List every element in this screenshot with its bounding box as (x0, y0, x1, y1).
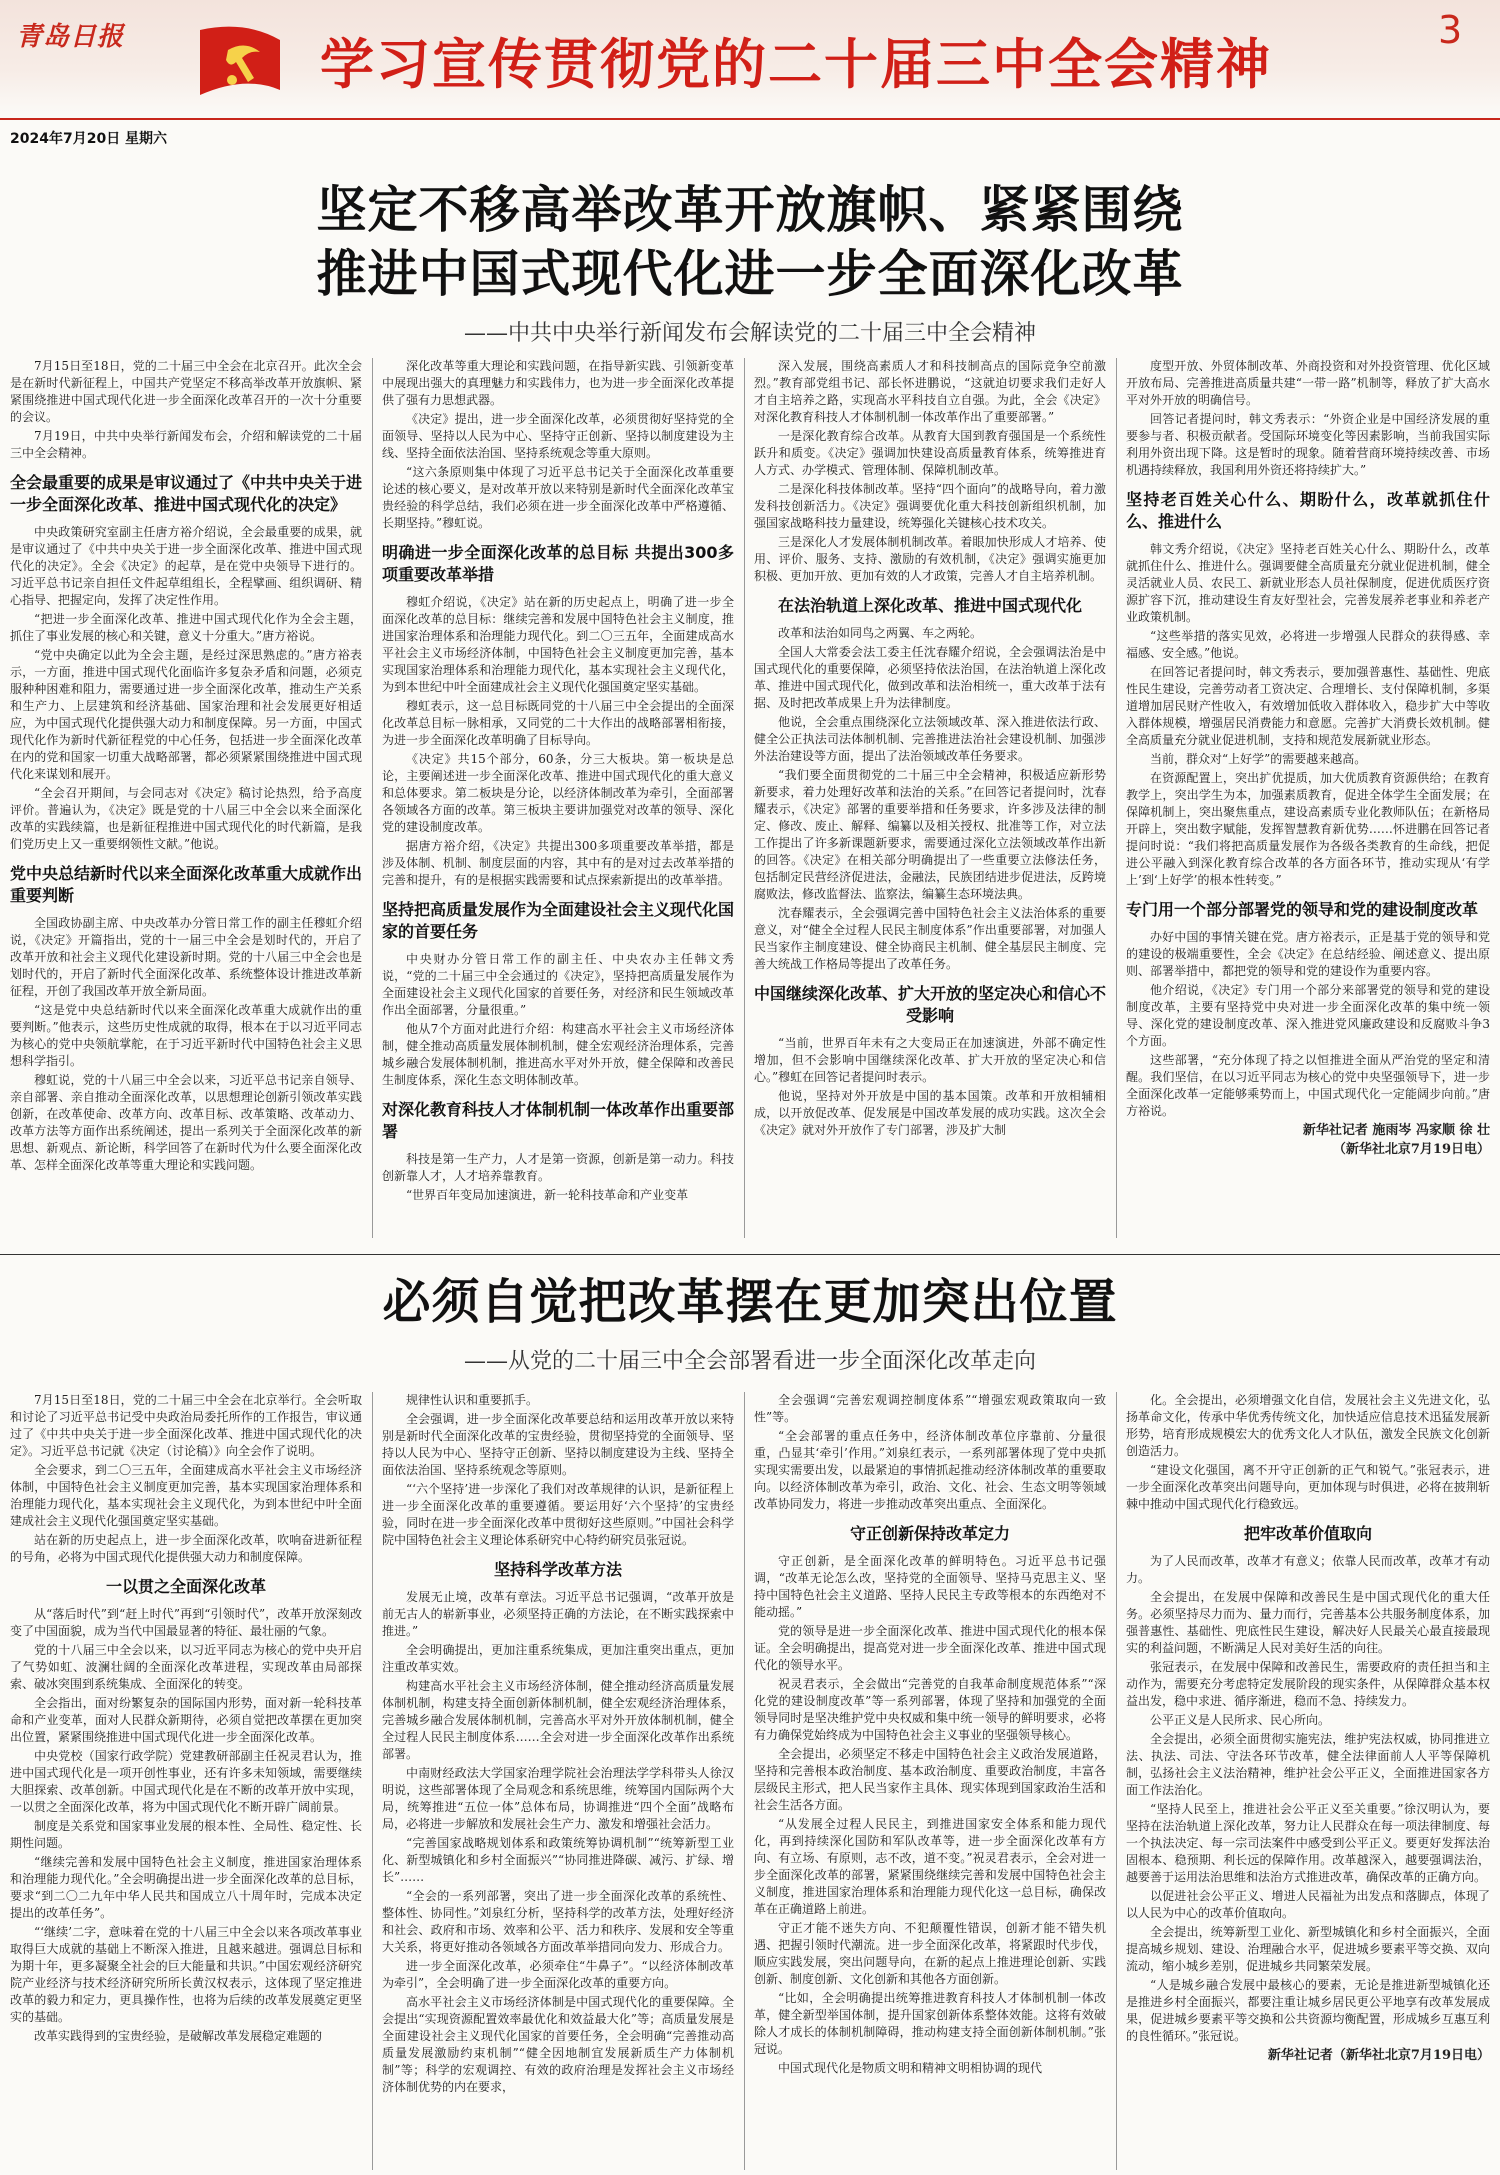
paragraph: 在资源配置上，突出扩优提质，加大优质教育资源供给；在教育教学上，突出学生为本，加强素质教育，促进全体学生全面发展；在保障机制上，突出聚焦重点，建设高素质专业化教师队伍；在新格局开辟上，突出数字赋能，发挥智慧教育新优势……怀进鹏在回答记者提问时说：“我们将把高质量发展作为各级各类教育的生命线，把促进公平融入到深化教育综合改革的各方面各环节，推动实现从‘有学上’到‘上好学’的根本性转变。” (1126, 771, 1490, 887)
paragraph: “人是城乡融合发展中最核心的要素，无论是推进新型城镇化还是推进乡村全面振兴，都要注重让城乡居民更公平地享有改革发展成果，促进城乡要素平等交换和公共资源均衡配置，形成城乡互惠互利的良性循环。”张冠说。 (1126, 1978, 1490, 2043)
section-heading: 一以贯之全面深化改革 (105, 1577, 266, 1596)
paragraph: “我们要全面贯彻党的二十届三中全会精神，积极适应新形势新要求，着力处理好改革和法治的关系。”在回答记者提问时，沈春耀表示，《决定》部署的重要举措和任务要求，许多涉及法律的制定、修改、废止、解释、编纂以及相关授权、批准等工作，对立法工作提出了许多新课题新要求，需要通过深化立法领域改革作出新的回答。《决定》在相关部分明确提出了一些重要立法修法任务，包括制定民营经济促进法，金融法，民族团结进步促进法，反跨境腐败法，修改监督法、监察法，编纂生态环境法典。 (754, 768, 1106, 901)
paragraph: 为了人民而改革，改革才有意义；依靠人民而改革，改革才有动力。 (1126, 1554, 1490, 1585)
paragraph: 科技是第一生产力，人才是第一资源，创新是第一动力。科技创新靠人才，人才培养靠教育。 (382, 1152, 734, 1183)
page-number: 3 (1438, 8, 1463, 52)
paragraph: 全会指出，面对纷繁复杂的国际国内形势，面对新一轮科技革命和产业变革，面对人民群众新期待，必须自觉把改革摆在更加突出位置，紧紧围绕推进中国式现代化进一步全面深化改革。 (10, 1696, 362, 1744)
paragraph: 全国人大常委会法工委主任沈春耀介绍说，全会强调法治是中国式现代化的重要保障，必须坚持依法治国，在法治轨道上深化改革、推进中国式现代化，做到改革和法治相统一，重大改革于法有据、及时把改革成果上升为法律制度。 (754, 645, 1106, 710)
article1-column-2 (382, 358, 734, 1238)
paragraph: 制度是关系党和国家事业发展的根本性、全局性、稳定性、长期性问题。 (10, 1819, 362, 1850)
paragraph: 从“落后时代”到“赶上时代”再到“引领时代”，改革开放深刻改变了中国面貌，成为当代中国最显著的特征、最壮丽的气象。 (10, 1607, 362, 1638)
paragraph: “全会部署的重点任务中，经济体制改革位序靠前、分量很重，凸显其‘牵引’作用。”刘泉红表示，一系列部署体现了党中央抓实现实需要出发，以最紧迫的事情抓起推动经济体制改革的重要取向。以经济体制改革为牵引，政治、文化、社会、生态文明等领域改革协同发力，将进一步推动改革突出重点、全面深化。 (754, 1429, 1106, 1511)
paragraph: 全会提出，必须坚定不移走中国特色社会主义政治发展道路，坚持和完善根本政治制度、基本政治制度、重要政治制度，丰富各层级民主形式，把人民当家作主具体、现实体现到国家政治生活和社会生活各方面。 (754, 1747, 1106, 1812)
dateline: 2024年7月20日 星期六 (10, 131, 168, 147)
paragraph: 深化改革等重大理论和实践问题，在指导新实践、引领新变革中展现出强大的真理魅力和实践伟力，也为进一步全面深化改革提供了强有力思想武器。 (382, 359, 734, 407)
banner-rule (0, 118, 1500, 120)
paragraph: “比如，全会明确提出统筹推进教育科技人才体制机制一体改革，健全新型举国体制，提升国家创新体系整体效能。这将有效破除人才成长的体制机制障碍，推动构建支持全面创新体制机制。”张冠说。 (754, 1991, 1106, 2056)
paragraph: 沈春耀表示，全会强调完善中国特色社会主义法治体系的重要意义，对“健全全过程人民民主制度体系”作出重要部署，对加强人民当家作主制度建设、健全协商民主机制、健全基层民主制度、完善大统战工作格局等提出了改革任务。 (754, 906, 1106, 971)
section-heading: 专门用一个部分部署党的领导和党的建设制度改革 (1126, 900, 1479, 919)
article2-column-3 (754, 1392, 1106, 2170)
article1-column-1 (10, 358, 362, 1238)
article1-title (0, 178, 1500, 306)
section-heading: 对深化教育科技人才体制机制一体改革作出重要部署 (382, 1100, 734, 1141)
paragraph: 办好中国的事情关键在党。唐方裕表示，正是基于党的领导和党的建设的极端重要性，全会《决定》在总结经验、阐述意义、提出原则、部署举措中，都把党的领导和党的建设作为重要内容。 (1126, 930, 1490, 978)
paragraph: “继续完善和发展中国特色社会主义制度，推进国家治理体系和治理能力现代化。”全会明确提出进一步全面深化改革的总目标，要求“到二〇二九年中华人民共和国成立八十周年时，完成本决定提出的改革任务”。 (10, 1855, 362, 1920)
paragraph: 三是深化人才发展体制机制改革。着眼加快形成人才培养、使用、评价、服务、支持、激励的有效机制，《决定》强调实施更加积极、更加开放、更加有效的人才政策，完善人才自主培养机制。 (754, 535, 1106, 583)
paragraph: 他说，坚持对外开放是中国的基本国策。改革和开放相辅相成，以开放促改革、促发展是中国改革发展的成功实践。这次全会《决定》就对外开放作了专门部署，涉及扩大制 (754, 1089, 1106, 1137)
section-heading: 坚持把高质量发展作为全面建设社会主义现代化国家的首要任务 (382, 900, 734, 941)
paragraph: 站在新的历史起点上，进一步全面深化改革，吹响奋进新征程的号角，必将为中国式现代化提供强大动力和制度保障。 (10, 1533, 362, 1564)
section-heading: 全会最重要的成果是审议通过了《中共中央关于进一步全面深化改革、推进中国式现代化的决定》 (10, 473, 362, 514)
paragraph: 7月15日至18日，党的二十届三中全会在北京举行。全会听取和讨论了习近平总书记受中央政治局委托所作的工作报告，审议通过了《中共中央关于进一步全面深化改革、推进中国式现代化的决定》。习近平总书记就《决定（讨论稿）》向全会作了说明。 (10, 1393, 362, 1458)
newspaper-masthead: 青岛日报 (16, 22, 125, 52)
byline: 新华社记者（新华社北京7月19日电） (1267, 2048, 1490, 2063)
paragraph: “全会的一系列部署，突出了进一步全面深化改革的系统性、整体性、协同性。”刘泉红分析，坚持科学的改革方法，处理好经济和社会、政府和市场、效率和公平、活力和秩序、发展和安全等重大关系，将更好推动各领域各方面改革举措同向发力、形成合力。 (382, 1889, 734, 1954)
paragraph: 祝灵君表示，全会做出“完善党的自我革命制度规范体系”“深化党的建设制度改革”等一系列部署，体现了坚持和加强党的全面领导同时是坚决维护党中央权威和集中统一领导的鲜明要求，必将有力确保党始终成为中国特色社会主义事业的坚强领导核心。 (754, 1677, 1106, 1742)
paragraph: 他从7个方面对此进行介绍：构建高水平社会主义市场经济体制，健全推动高质量发展体制机制，健全宏观经济治理体系，完善城乡融合发展体制机制，推进高水平对外开放，健全保障和改善民生制度体系，深化生态文明体制改革。 (382, 1022, 734, 1087)
section-heading: 明确进一步全面深化改革的总目标 共提出300多项重要改革举措 (382, 543, 734, 584)
column-divider (1116, 1392, 1117, 2170)
paragraph: 一是深化教育综合改革。从教育大国到教育强国是一个系统性跃升和质变。《决定》强调加快建设高质量教育体系，统筹推进育人方式、办学模式、管理体制、保障机制改革。 (754, 429, 1106, 477)
paragraph: 中国式现代化是物质文明和精神文明相协调的现代 (778, 2061, 1043, 2075)
column-divider (744, 358, 745, 1238)
paragraph: 发展无止境，改革有章法。习近平总书记强调，“改革开放是前无古人的崭新事业，必须坚持正确的方法论，在不断实践探索中推进。” (382, 1590, 734, 1638)
paragraph: 张冠表示，在发展中保障和改善民生，需要政府的责任担当和主动作为，需要充分考虑特定发展阶段的现实条件，从保障群众基本权益出发，稳中求进、循序渐进，稳而不急、持续发力。 (1126, 1660, 1490, 1708)
paragraph: “建设文化强国，离不开守正创新的正气和锐气。”张冠表示，进一步全面深化改革突出问题导向，更加体现与时俱进，必将在披荆斩棘中推动中国式现代化行稳致远。 (1126, 1463, 1490, 1511)
paragraph: 中央党校（国家行政学院）党建教研部副主任祝灵君认为，推进中国式现代化是一项开创性事业，还有许多未知领域，需要继续大胆探索、改革创新。中国式现代化是在不断的改革开放中实现，一以贯之全面深化改革，将为中国式现代化不断开辟广阔前景。 (10, 1749, 362, 1814)
paragraph: “这六条原则集中体现了习近平总书记关于全面深化改革重要论述的核心要义，是对改革开放以来特别是新时代全面深化改革宝贵经验的科学总结，我们必须在进一步全面深化改革中严格遵循、长期坚持。”穆虹说。 (382, 465, 734, 530)
paragraph: 全会明确提出，更加注重系统集成，更加注重突出重点，更加注重改革实效。 (382, 1643, 734, 1674)
article2-column-1 (10, 1392, 362, 2170)
byline: （新华社北京7月19日电） (1332, 1142, 1490, 1157)
section-heading: 坚持老百姓关心什么、期盼什么，改革就抓住什么、推进什么 (1126, 490, 1490, 531)
paragraph: 构建高水平社会主义市场经济体制，健全推动经济高质量发展体制机制，构建支持全面创新体制机制，健全宏观经济治理体系，完善城乡融合发展体制机制，完善高水平对外开放体制机制，健全全过程人民民主制度体系……全会对进一步全面深化改革作出系统部署。 (382, 1679, 734, 1761)
column-divider (744, 1392, 745, 2170)
paragraph: 中央政策研究室副主任唐方裕介绍说，全会最重要的成果，就是审议通过了《中共中央关于进一步全面深化改革、推进中国式现代化的决定》。全会《决定》的起草，是在党中央领导下进行的。习近平总书记亲自担任文件起草组组长，全程擘画、组织调研、精心指导、把握定向，发挥了决定性作用。 (10, 525, 362, 607)
paragraph: 中央财办分管日常工作的副主任、中央农办主任韩文秀说，“党的二十届三中全会通过的《决定》，坚持把高质量发展作为全面建设社会主义现代化国家的首要任务，对经济和民生领域改革作出全面部署，分量很重。” (382, 952, 734, 1017)
paragraph: 二是深化科技体制改革。坚持“四个面向”的战略导向，着力激发科技创新活力。《决定》强调要优化重大科技创新组织机制，加强国家战略科技力量建设，统筹强化关键核心技术攻关。 (754, 482, 1106, 530)
paragraph: 改革和法治如同鸟之两翼、车之两轮。 (778, 626, 983, 640)
paragraph: “世界百年变局加速演进，新一轮科技革命和产业变革 (406, 1188, 689, 1202)
paragraph: “当前，世界百年未有之大变局正在加速演进，外部不确定性增加，但不会影响中国继续深化改革、扩大开放的坚定决心和信心。”穆虹在回答记者提问时表示。 (754, 1036, 1106, 1084)
paragraph: 7月15日至18日，党的二十届三中全会在北京召开。此次全会是在新时代新征程上，中国共产党坚定不移高举改革开放旗帜、紧紧围绕推进中国式现代化进一步全面深化改革召开的一次十分重要的会议。 (10, 359, 362, 424)
paragraph: 改革实践得到的宝贵经验，是破解改革发展稳定难题的 (34, 2029, 323, 2043)
paragraph: “‘六个坚持’进一步深化了我们对改革规律的认识，是新征程上进一步全面深化改革的重要遵循。要运用好‘六个坚持’的宝贵经验，同时在进一步全面深化改革中贯彻好这些原则。”中国社会科学院中国特色社会主义理论体系研究中心特约研究员张冠说。 (382, 1482, 734, 1547)
paragraph: “完善国家战略规划体系和政策统筹协调机制”“统筹新型工业化、新型城镇化和乡村全面振兴”“协同推进降碳、减污、扩绿、增长”…… (382, 1836, 734, 1884)
paragraph: 守正创新，是全面深化改革的鲜明特色。习近平总书记强调，“改革无论怎么改，坚持党的全面领导、坚持马克思主义、坚持中国特色社会主义道路、坚持人民民主专政等根本的东西绝对不能动摇。” (754, 1554, 1106, 1619)
paragraph: 全会提出，必须全面贯彻实施宪法，维护宪法权威，协同推进立法、执法、司法、守法各环节改革，健全法律面前人人平等保障机制，弘扬社会主义法治精神，维护社会公平正义，全面推进国家各方面工作法治化。 (1126, 1732, 1490, 1797)
paragraph: 高水平社会主义市场经济体制是中国式现代化的重要保障。全会提出“实现资源配置效率最优化和效益最大化”等；高质量发展是全面建设社会主义现代化国家的首要任务，全会明确“完善推动高质量发展激励约束机制”“健全因地制宜发展新质生产力体制机制”等；科学的宏观调控、有效的政府治理是发挥社会主义市场经济体制优势的内在要求， (382, 1995, 734, 2094)
paragraph: 全会强调“完善宏观调控制度体系”“增强宏观政策取向一致性”等。 (754, 1393, 1106, 1424)
byline: 新华社记者 施雨岑 冯家顺 徐 壮 (1302, 1123, 1490, 1138)
article2-column-2 (382, 1392, 734, 2170)
paragraph: 全会强调，进一步全面深化改革要总结和运用改革开放以来特别是新时代全面深化改革的宝贵经验，贯彻坚持党的全面领导、坚持以人民为中心、坚持守正创新、坚持以制度建设为主线、坚持全面依法治国、坚持系统观念等原则。 (382, 1412, 734, 1477)
paragraph: 7月19日，中共中央举行新闻发布会，介绍和解读党的二十届三中全会精神。 (10, 429, 362, 460)
paragraph: “这些举措的落实见效，必将进一步增强人民群众的获得感、幸福感、安全感。”他说。 (1126, 629, 1490, 660)
paragraph: “坚持人民至上，推进社会公平正义至关重要。”徐汉明认为，要坚持在法治轨道上深化改革，努力让人民群众在每一项法律制度、每一个执法决定、每一宗司法案件中感受到公平正义。要更好发挥法治固根本、稳预期、利长远的保障作用。改革越深入，越要强调法治，越要善于运用法治思维和法治方式推进改革，确保改革的正确方向。 (1126, 1802, 1490, 1884)
section-heading: 坚持科学改革方法 (493, 1560, 622, 1579)
paragraph: 公平正义是人民所求、民心所向。 (1150, 1713, 1331, 1727)
paragraph: “从发展全过程人民民主，到推进国家安全体系和能力现代化，再到持续深化国防和军队改革等，进一步全面深化改革有方向、有立场、有原则，志不改，道不变。”祝灵君表示，全会对进一步全面深化改革的部署，紧紧围绕继续完善和发展中国特色社会主义制度，推进国家治理体系和治理能力现代化这一总目标，确保改革在正确道路上前进。 (754, 1817, 1106, 1916)
paragraph: “把进一步全面深化改革、推进中国式现代化作为全会主题，抓住了事业发展的核心和关键，意义十分重大。”唐方裕说。 (10, 612, 362, 643)
paragraph: 穆虹介绍说，《决定》站在新的历史起点上，明确了进一步全面深化改革的总目标：继续完善和发展中国特色社会主义制度，推进国家治理体系和治理能力现代化。到二〇三五年，全面建成高水平社会主义市场经济体制，中国特色社会主义制度更加完善，基本实现国家治理体系和治理能力现代化，基本实现社会主义现代化，为到本世纪中叶全面建成社会主义现代化强国奠定坚实基础。 (382, 595, 734, 694)
article1-title-line2: 推进中国式现代化进一步全面深化改革 (316, 244, 1184, 303)
party-emblem-icon (190, 20, 290, 110)
banner-title: 学习宣传贯彻党的二十届三中全会精神 (320, 33, 1272, 96)
paragraph: 穆虹表示，这一总目标既同党的十八届三中全会提出的全面深化改革总目标一脉相承，又同党的二十大作出的战略部署相衔接，为进一步全面深化改革明确了目标导向。 (382, 699, 734, 747)
article2-title: 必须自觉把改革摆在更加突出位置 (382, 1274, 1118, 1330)
paragraph: 深入发展，围绕高素质人才和科技制高点的国际竞争空前激烈。”教育部党组书记、部长怀进鹏说，“这就迫切要求我们走好人才自主培养之路，实现高水平科技自立自强。为此，全会《决定》对深化教育科技人才体制机制一体改革作出了重要部署。” (754, 359, 1106, 424)
paragraph: 党的领导是进一步全面深化改革、推进中国式现代化的根本保证。全会明确提出，提高党对进一步全面深化改革、推进中国式现代化的领导水平。 (754, 1624, 1106, 1672)
paragraph: 他介绍说，《决定》专门用一个部分来部署党的领导和党的建设制度改革，主要有坚持党中央对进一步全面深化改革的集中统一领导、深化党的建设制度改革、深入推进党风廉政建设和反腐败斗争3个方面。 (1126, 983, 1490, 1048)
paragraph: “这是党中央总结新时代以来全面深化改革重大成就作出的重要判断。”他表示，这些历史性成就的取得，根本在于以习近平同志为核心的党中央领航掌舵，在于习近平新时代中国特色社会主义思想科学指引。 (10, 1003, 362, 1068)
section-heading: 把牢改革价值取向 (1243, 1524, 1372, 1543)
paragraph: 以促进社会公平正义、增进人民福祉为出发点和落脚点，体现了以人民为中心的改革价值取向。 (1126, 1889, 1490, 1920)
paragraph: “‘继续’二字，意味着在党的十八届三中全会以来各项改革事业取得巨大成就的基础上不断深入推进，且越来越进。强调总目标和为期十年，更多凝聚全社会的巨大能量和共识。”中国宏观经济研究院产业经济与技术经济研究所所长黄汉权表示，这体现了坚定推进改革的毅力和定力，更具操作性，也将为后续的改革发展奠定更坚实的基础。 (10, 1925, 362, 2024)
paragraph: 守正才能不迷失方向、不犯颠覆性错误，创新才能不错失机遇、把握引领时代潮流。进一步全面深化改革，将紧跟时代步伐，顺应实践发展，突出问题导向，在新的起点上推进理论创新、实践创新、制度创新、文化创新和其他各方面创新。 (754, 1921, 1106, 1986)
paragraph: 党的十八届三中全会以来，以习近平同志为核心的党中央开启了气势如虹、波澜壮阔的全面深化改革进程，实现改革由局部探索、破冰突围到系统集成、全面深化的转变。 (10, 1643, 362, 1691)
paragraph: 在回答记者提问时，韩文秀表示，要加强普惠性、基础性、兜底性民生建设，完善劳动者工资决定、合理增长、支付保障机制，多渠道增加居民财产性收入，有效增加低收入群体收入，稳步扩大中等收入群体规模，增强居民消费能力和意愿。完善扩大消费长效机制。健全高质量充分就业促进机制，支持和规范发展新就业形态。 (1126, 665, 1490, 747)
paragraph: 规律性认识和重要抓手。 (406, 1393, 539, 1407)
paragraph: 韩文秀介绍说，《决定》坚持老百姓关心什么、期盼什么，改革就抓住什么、推进什么。强调要健全高质量充分就业促进机制，健全灵活就业人员、农民工、新就业形态人员社保制度，促进优质医疗资源扩容下沉，推动建设生育友好型社会，完善发展养老事业和养老产业政策机制。 (1126, 542, 1490, 624)
paragraph: 全会提出，在发展中保障和改善民生是中国式现代化的重大任务。必须坚持尽力而为、量力而行，完善基本公共服务制度体系，加强普惠性、基础性、兜底性民生建设，解决好人民最关心最直接最现实的利益问题，不断满足人民对美好生活的向往。 (1126, 1590, 1490, 1655)
article1-column-4 (1126, 358, 1490, 1238)
article1-column-3 (754, 358, 1106, 1238)
paragraph: 中南财经政法大学国家治理学院社会治理法学学科带头人徐汉明说，这些部署体现了全局观念和系统思维，统筹国内国际两个大局，统筹推进“五位一体”总体布局，协调推进“四个全面”战略布局，必将进一步解放和发展社会生产力、激发和增强社会活力。 (382, 1766, 734, 1831)
paragraph: 据唐方裕介绍，《决定》共提出300多项重要改革举措，都是涉及体制、机制、制度层面的内容，其中有的是对过去改革举措的完善和提升，有的是根据实践需要和试点探索新提出的改革举措。 (382, 839, 734, 887)
article2-subtitle: ——从党的二十届三中全会部署看进一步全面深化改革走向 (463, 1349, 1036, 1374)
paragraph: 回答记者提问时，韩文秀表示：“外资企业是中国经济发展的重要参与者、积极贡献者。受国际环境变化等因素影响，当前我国实际利用外资出现下降。这是暂时的现象。随着营商环境持续改善、市场机遇持续释放，我国利用外资还将持续扩大。” (1126, 412, 1490, 477)
column-divider (372, 1392, 373, 2170)
paragraph: 穆虹说，党的十八届三中全会以来，习近平总书记亲自领导、亲自部署、亲自推动全面深化改革，以思想理论创新引领改革实践创新，在改革使命、改革方向、改革目标、改革策略、改革动力、改革方法等方面作出系统阐述，提出一系列关于全面深化改革的新思想、新观点、新论断，科学回答了在新时代为什么要全面深化改革、怎样全面深化改革等重大理论和实践问题。 (10, 1073, 362, 1172)
paragraph: “全会召开期间，与会同志对《决定》稿讨论热烈，给予高度评价。普遍认为，《决定》既是党的十八届三中全会以来全面深化改革的实践续篇，也是新征程推进中国式现代化的时代新篇，是我们党历史上又一重要纲领性文献。”他说。 (10, 786, 362, 851)
column-divider (1116, 358, 1117, 1238)
paragraph: 化。全会提出，必须增强文化自信，发展社会主义先进文化，弘扬革命文化，传承中华优秀传统文化，加快适应信息技术迅猛发展新形势，培育形成规模宏大的优秀文化人才队伍，激发全民族文化创新创造活力。 (1126, 1393, 1490, 1458)
article-separator (0, 1254, 1500, 1255)
column-divider (372, 358, 373, 1238)
section-heading: 党中央总结新时代以来全面深化改革重大成就作出重要判断 (10, 864, 362, 905)
paragraph: 全会提出，统筹新型工业化、新型城镇化和乡村全面振兴，全面提高城乡规划、建设、治理融合水平，促进城乡要素平等交换、双向流动，缩小城乡差别，促进城乡共同繁荣发展。 (1126, 1925, 1490, 1973)
article1-subtitle: ——中共中央举行新闻发布会解读党的二十届三中全会精神 (463, 321, 1036, 346)
paragraph: 《决定》提出，进一步全面深化改革，必须贯彻好坚持党的全面领导、坚持以人民为中心、坚持守正创新、坚持以制度建设为主线、坚持全面依法治国、坚持系统观念等重大原则。 (382, 412, 734, 460)
paragraph: 度型开放、外贸体制改革、外商投资和对外投资管理、优化区域开放布局、完善推进高质量共建“一带一路”机制等，释放了扩大高水平对外开放的明确信号。 (1126, 359, 1490, 407)
paragraph: 《决定》共15个部分，60条，分三大板块。第一板块是总论，主要阐述进一步全面深化改革、推进中国式现代化的重大意义和总体要求。第二板块是分论，以经济体制改革为牵引，全面部署各领域各方面的改革。第三板块主要讲加强党对改革的领导、深化党的建设制度改革。 (382, 752, 734, 834)
paragraph: 这些部署，“充分体现了持之以恒推进全面从严治党的坚定和清醒。我们坚信，在以习近平同志为核心的党中央坚强领导下，进一步全面深化改革一定能够乘势而上，中国式现代化一定能阔步向前。”唐方裕说。 (1126, 1053, 1490, 1118)
article1-title-line1: 坚定不移高举改革开放旗帜、紧紧围绕 (316, 180, 1184, 239)
section-heading: 中国继续深化改革、扩大开放的坚定决心和信心不受影响 (754, 984, 1106, 1025)
section-heading: 守正创新保持改革定力 (849, 1524, 1010, 1543)
article2-column-4 (1126, 1392, 1490, 2170)
paragraph: “党中央确定以此为全会主题，是经过深思熟虑的。”唐方裕表示，一方面，推进中国式现代化面临许多复杂矛盾和问题，必须克服种种困难和阻力，需要通过进一步全面深化改革，推动生产关系和生产力、上层建筑和经济基础、国家治理和社会发展更好相适应，为中国式现代化提供强大动力和制度保障。另一方面，中国式现代化作为新时代新征程党的中心任务，包括进一步全面深化改革在内的党和国家一切重大战略部署，都必须紧紧围绕推进中国式现代化来谋划和展开。 (10, 648, 362, 781)
paragraph: 全会要求，到二〇三五年，全面建成高水平社会主义市场经济体制，中国特色社会主义制度更加完善，基本实现国家治理体系和治理能力现代化，基本实现社会主义现代化，为到本世纪中叶全面建成社会主义现代化强国奠定坚实基础。 (10, 1463, 362, 1528)
section-heading: 在法治轨道上深化改革、推进中国式现代化 (777, 596, 1082, 615)
paragraph: 全国政协副主席、中央改革办分管日常工作的副主任穆虹介绍说，《决定》开篇指出，党的十一届三中全会是划时代的，开启了改革开放和社会主义现代化建设新时期。党的十八届三中全会也是划时代的，开启了新时代全面深化改革、系统整体设计推进改革新征程，开创了我国改革开放全新局面。 (10, 916, 362, 998)
paragraph: 他说，全会重点围绕深化立法领域改革、深入推进依法行政、健全公正执法司法体制机制、完善推进法治社会建设机制、加强涉外法治建设等方面，提出了法治领域改革任务要求。 (754, 715, 1106, 763)
paragraph: 进一步全面深化改革，必须牵住“牛鼻子”。“以经济体制改革为牵引”，全会明确了进一步全面深化改革的重要方向。 (382, 1959, 734, 1990)
paragraph: 当前，群众对“上好学”的需要越来越高。 (1150, 752, 1367, 766)
